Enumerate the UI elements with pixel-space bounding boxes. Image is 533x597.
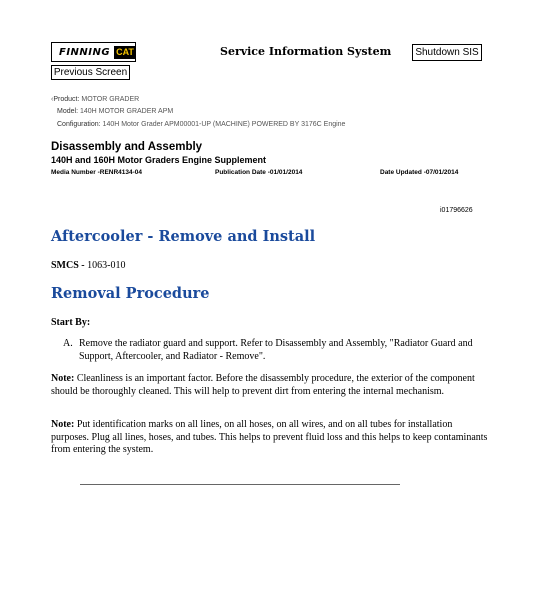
date-updated: Date Updated -07/01/2014 <box>380 169 459 176</box>
step-marker: A. <box>63 338 73 349</box>
page-title: Aftercooler - Remove and Install <box>51 228 316 245</box>
note-text: Put identification marks on all lines, on all hoses, on all wires, and on all tubes for installation purposes. Plug all lines, hoses, and tubes. This helps to prevent fluid loss and this helps to keep contaminants from entering the system. <box>51 419 488 455</box>
config-value: 140H Motor Grader APM00001-UP (MACHINE) POWERED BY 3176C Engine <box>102 121 346 128</box>
note-label: Note: <box>51 373 75 384</box>
config-label: Configuration: <box>57 121 101 128</box>
system-title: Service Information System <box>220 45 392 58</box>
shutdown-sis-button[interactable]: Shutdown SIS <box>412 44 482 61</box>
section-title: Removal Procedure <box>51 285 210 302</box>
back-chevron-icon[interactable]: ‹ <box>51 96 54 103</box>
product-label: Product: <box>53 96 80 103</box>
step-item <box>63 338 493 363</box>
product-value: MOTOR GRADER <box>81 96 140 103</box>
smcs-value: 1063-010 <box>87 260 126 271</box>
media-number: Media Number -RENR4134-04 <box>51 169 143 176</box>
note-cleanliness <box>51 373 491 398</box>
start-by-label: Start By: <box>51 317 91 328</box>
note-label: Note: <box>51 419 75 430</box>
note-text: Cleanliness is an important factor. Before the disassembly procedure, the exterior of the component should be thoroughly cleaned. This will help to prevent dirt from entering the internal mechanism. <box>51 373 475 397</box>
configuration-line <box>57 121 345 128</box>
finning-cat-logo <box>51 42 136 62</box>
model-label: Model: <box>57 108 79 115</box>
model-value: 140H MOTOR GRADER APM <box>79 108 174 115</box>
step-text: Remove the radiator guard and support. Refer to Disassembly and Assembly, "Radiator Guard and Support, Aftercooler, and Radiator - Remove". <box>79 338 473 362</box>
logo-text: FINNING <box>59 46 111 58</box>
divider <box>80 484 400 485</box>
previous-screen-button[interactable]: Previous Screen <box>51 65 130 80</box>
smcs-label: SMCS - <box>51 260 85 271</box>
note-identification <box>51 419 491 457</box>
document-id: i01796626 <box>440 207 473 214</box>
product-line <box>51 96 139 103</box>
document-subheading: 140H and 160H Motor Graders Engine Supplement <box>51 155 267 165</box>
publication-date: Publication Date -01/01/2014 <box>215 169 303 176</box>
smcs-line <box>51 260 125 271</box>
cat-badge: CAT <box>116 46 134 57</box>
document-heading: Disassembly and Assembly <box>51 141 203 153</box>
model-line <box>57 108 173 115</box>
